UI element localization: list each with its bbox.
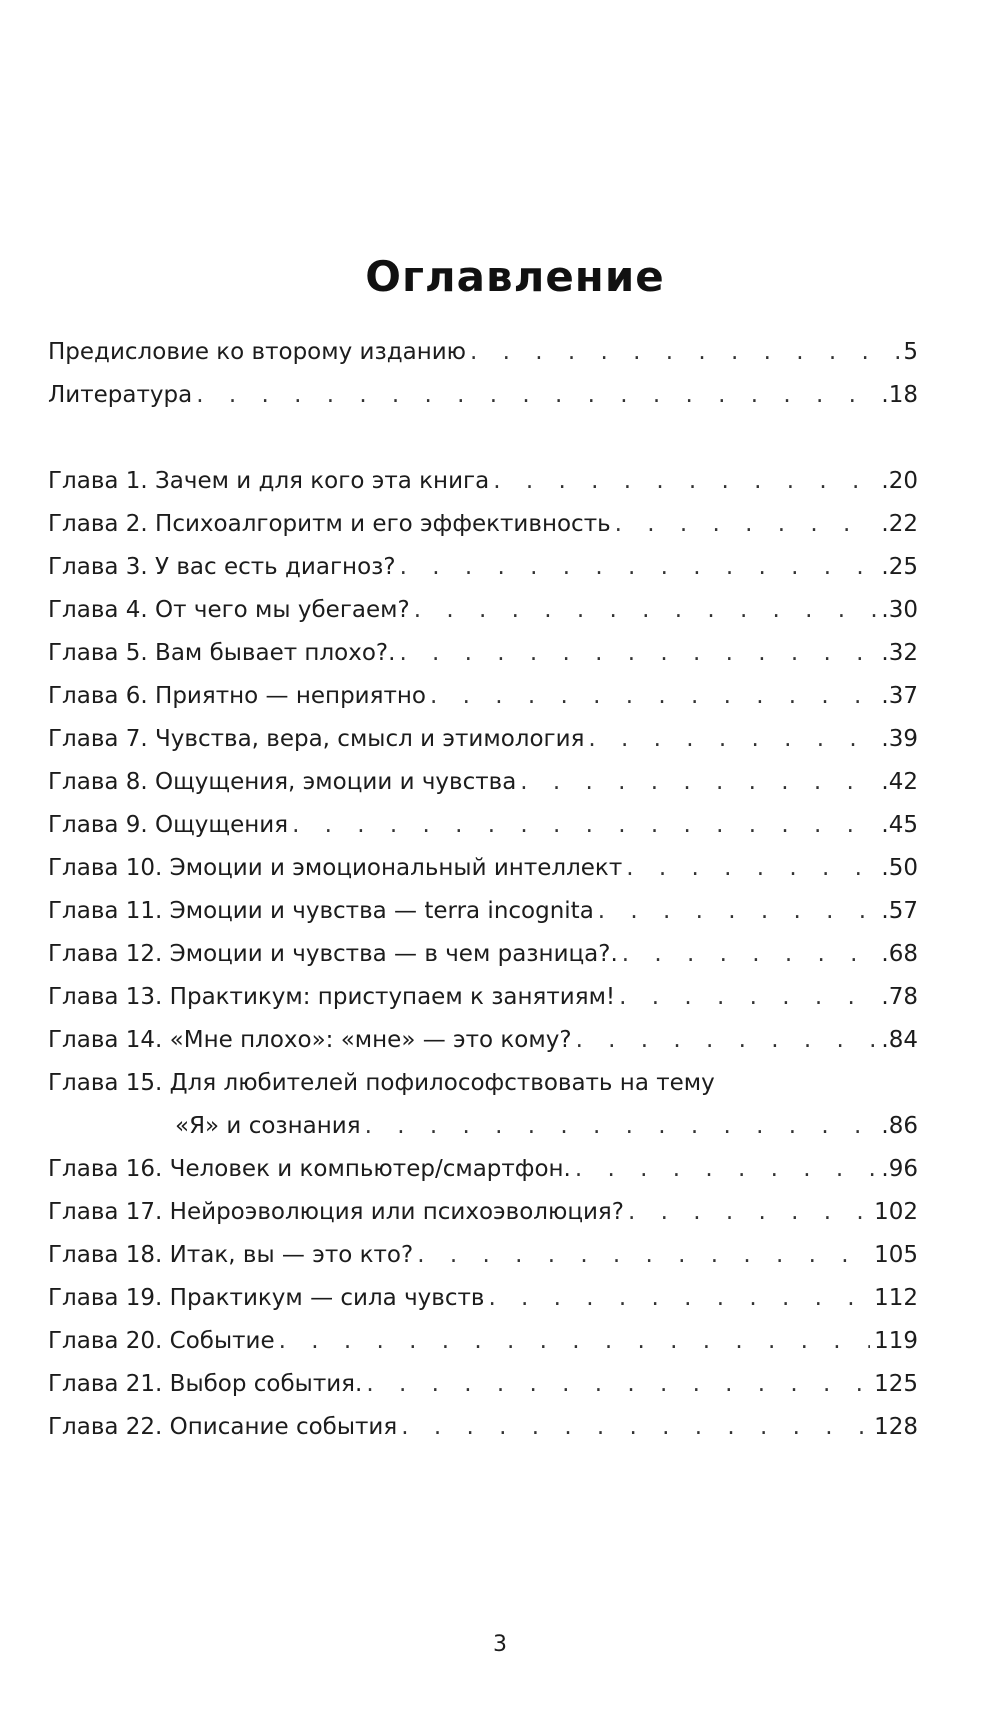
- toc-entry-preface: [48, 337, 918, 367]
- toc-entry-label: Глава 15. Для любителей пофилософствовать на тему: [48, 1070, 715, 1096]
- dot-leader: [366, 1369, 870, 1399]
- toc-entry-page: .86: [881, 1113, 918, 1139]
- toc-entry-label: Глава 6. Приятно — неприятно: [48, 683, 426, 709]
- dot-leader: [196, 380, 877, 410]
- dot-leader: [575, 1154, 878, 1184]
- toc-entry-chapter: [48, 939, 918, 969]
- toc-entry-label: Глава 11. Эмоции и чувства — terra incognita: [48, 898, 594, 924]
- dot-leader: [598, 896, 878, 926]
- page-title: Оглавление: [365, 252, 665, 301]
- toc-entry-chapter: [48, 1326, 918, 1356]
- dot-leader: [628, 1197, 870, 1227]
- toc-entry-continuation: [48, 1111, 918, 1141]
- toc-entry-label: Глава 10. Эмоции и эмоциональный интеллект: [48, 855, 623, 881]
- toc-entry-literature: [48, 380, 918, 410]
- toc-entry-chapter: [48, 1154, 918, 1184]
- dot-leader: [417, 1240, 870, 1270]
- dot-leader: [493, 466, 877, 496]
- page-number: 3: [493, 1632, 507, 1657]
- toc-entry-label: Глава 21. Выбор события.: [48, 1371, 363, 1397]
- toc-entry-chapter: [48, 1068, 918, 1098]
- toc-entry-page: .39: [881, 726, 918, 752]
- toc-entry-label: Глава 2. Психоалгоритм и его эффективность: [48, 511, 611, 537]
- dot-leader: [520, 767, 877, 797]
- toc-entry-chapter: [48, 1412, 918, 1442]
- toc-entry-page: .22: [881, 511, 918, 537]
- toc-entry-page: .84: [881, 1027, 918, 1053]
- dot-leader: [430, 681, 877, 711]
- toc-entry-page: 5: [903, 339, 918, 365]
- toc-entry-page: 105: [874, 1242, 918, 1268]
- toc-entry-label: Глава 13. Практикум: приступаем к занятиям!: [48, 984, 616, 1010]
- toc-entry-page: .37: [881, 683, 918, 709]
- toc-entry-chapter: [48, 1369, 918, 1399]
- toc-entry-chapter: [48, 681, 918, 711]
- dot-leader: [279, 1326, 870, 1356]
- toc-entry-label: Литература: [48, 382, 193, 408]
- toc-entry-page: 102: [874, 1199, 918, 1225]
- toc-entry-chapter: [48, 1283, 918, 1313]
- dot-leader: [399, 638, 877, 668]
- toc-entry-page: .30: [881, 597, 918, 623]
- toc-entry-chapter: [48, 724, 918, 754]
- toc-entry-label: Глава 19. Практикум — сила чувств: [48, 1285, 485, 1311]
- dot-leader: [626, 853, 877, 883]
- toc-entry-label: Глава 20. Событие: [48, 1328, 275, 1354]
- toc-entry-label: Глава 7. Чувства, вера, смысл и этимология: [48, 726, 585, 752]
- toc-entry-page: 128: [874, 1414, 918, 1440]
- toc-entry-page: .25: [881, 554, 918, 580]
- toc-entry-page: .32: [881, 640, 918, 666]
- dot-leader: [414, 595, 878, 625]
- dot-leader: [401, 1412, 870, 1442]
- toc-entry-chapter: [48, 1197, 918, 1227]
- toc-entry-label: Глава 4. От чего мы убегаем?: [48, 597, 410, 623]
- toc-entry-chapter: [48, 595, 918, 625]
- dot-leader: [488, 1283, 870, 1313]
- toc-entry-label: Глава 9. Ощущения: [48, 812, 289, 838]
- toc-entry-label: Глава 18. Итак, вы — это кто?: [48, 1242, 414, 1268]
- toc-entry-page: .42: [881, 769, 918, 795]
- toc-entry-page: .50: [881, 855, 918, 881]
- toc-entry-page: .45: [881, 812, 918, 838]
- toc-entry-label: Глава 12. Эмоции и чувства — в чем разница?.: [48, 941, 618, 967]
- dot-leader: [365, 1111, 878, 1141]
- toc-entry-chapter: [48, 638, 918, 668]
- toc-entry-page: .78: [881, 984, 918, 1010]
- toc-entry-label: Предисловие ко второму изданию: [48, 339, 467, 365]
- toc-entry-label: Глава 3. У вас есть диагноз?: [48, 554, 396, 580]
- toc-entry-page: .18: [881, 382, 918, 408]
- dot-leader: [615, 509, 878, 539]
- toc-entry-chapter: [48, 896, 918, 926]
- toc-entry-page: .20: [881, 468, 918, 494]
- dot-leader: [622, 939, 878, 969]
- toc-entry-label: Глава 5. Вам бывает плохо?.: [48, 640, 396, 666]
- toc-entry-chapter: [48, 982, 918, 1012]
- dot-leader: [576, 1025, 878, 1055]
- toc-entry-chapter: [48, 767, 918, 797]
- toc-entry-chapter: [48, 853, 918, 883]
- toc-entry-page: 119: [874, 1328, 918, 1354]
- dot-leader: [292, 810, 877, 840]
- toc-entry-label: Глава 8. Ощущения, эмоции и чувства: [48, 769, 517, 795]
- toc-entry-chapter: [48, 509, 918, 539]
- toc-entry-page: .96: [881, 1156, 918, 1182]
- toc-entry-page: 112: [874, 1285, 918, 1311]
- toc-entry-label: «Я» и сознания: [175, 1113, 361, 1139]
- toc-entry-page: .68: [881, 941, 918, 967]
- toc-entry-label: Глава 1. Зачем и для кого эта книга: [48, 468, 490, 494]
- toc-entry-label: Глава 16. Человек и компьютер/смартфон.: [48, 1156, 571, 1182]
- toc-entry-chapter: [48, 466, 918, 496]
- toc-entry-chapter: [48, 1025, 918, 1055]
- toc-entry-page: 125: [874, 1371, 918, 1397]
- toc-entry-label: Глава 17. Нейроэволюция или психоэволюция?: [48, 1199, 624, 1225]
- toc-entry-label: Глава 22. Описание события: [48, 1414, 398, 1440]
- toc-entry-chapter: [48, 1240, 918, 1270]
- dot-leader: [619, 982, 877, 1012]
- toc-entry-label: Глава 14. «Мне плохо»: «мне» — это кому?: [48, 1027, 572, 1053]
- dot-leader: [400, 552, 878, 582]
- toc-entry-chapter: [48, 552, 918, 582]
- dot-leader: [470, 337, 899, 367]
- toc-entry-chapter: [48, 810, 918, 840]
- dot-leader: [588, 724, 877, 754]
- toc-entry-page: .57: [881, 898, 918, 924]
